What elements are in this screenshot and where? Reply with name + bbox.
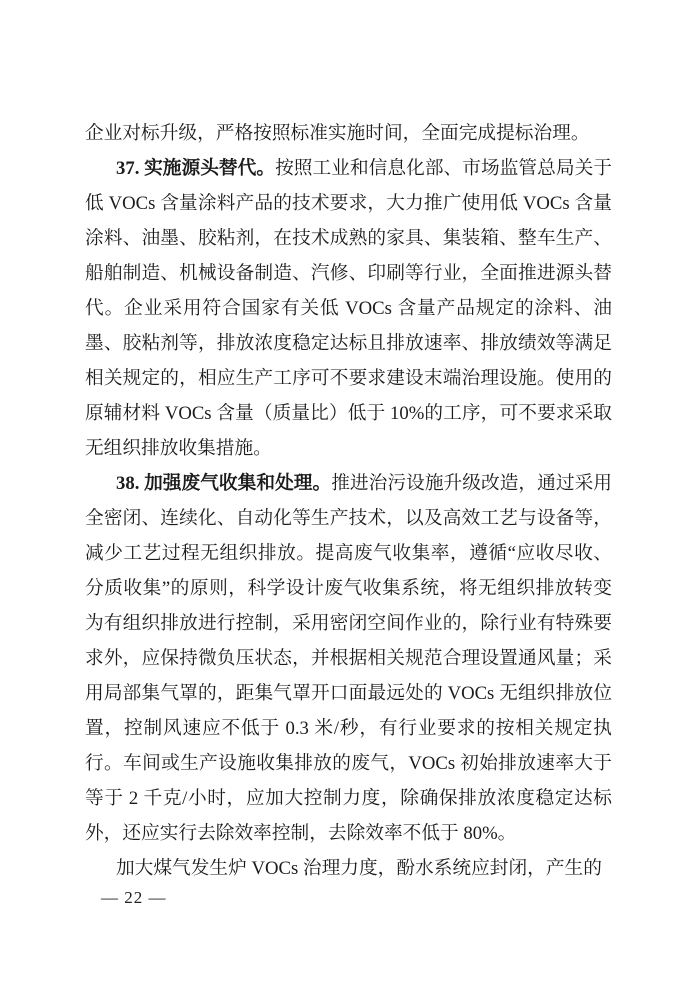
paragraph-item-37 xyxy=(85,151,612,466)
paragraph-text: 加大煤气发生炉 VOCs 治理力度，酚水系统应封闭，产生的 xyxy=(116,858,602,879)
paragraph-text: 按照工业和信息化部、市场监管总局关于低 VOCs 含量涂料产品的技术要求，大力推广使用低 VOCs 含量涂料、油墨、胶粘剂，在技术成熟的家具、集装箱、整车生产、船舶制造、机械设备制造、汽修、印刷等行业，全面推进源头替代。企业采用符合国家有关低 VOCs 含量产品规定的涂料、油墨、胶粘剂等，排放浓度稳定达标且排放速率、排放绩效等满足相关规定的，相应生产工序可不要求建设末端治理设施。使用的原辅材料 VOCs 含量（质量比）低于 10%的工序，可不要求采取无组织排放收集措施。 xyxy=(85,158,612,459)
paragraph-continuation xyxy=(85,116,612,151)
page-number: — 22 — xyxy=(101,888,167,907)
section-37-heading: 37. 实施源头替代。 xyxy=(116,158,276,179)
paragraph-text: 推进治污设施升级改造，通过采用全密闭、连续化、自动化等生产技术，以及高效工艺与设备等，减少工艺过程无组织排放。提高废气收集率，遵循“应收尽收、分质收集”的原则，科学设计废气收集系统，将无组织排放转变为有组织排放进行控制，采用密闭空间作业的，除行业有特殊要求外，应保持微负压状态，并根据相关规范合理设置通风量；采用局部集气罩的，距集气罩开口面最远处的 VOCs 无组织排放位置，控制风速应不低于 0.3 米/秒，有行业要求的按相关规定执行。车间或生产设施收集排放的废气，VOCs 初始排放速率大于等于 2 千克/小时，应加大控制力度，除确保排放浓度稳定达标外，还应实行去除效率控制，去除效率不低于 80%。 xyxy=(85,473,612,844)
paragraph-item-38 xyxy=(85,466,612,851)
section-38-heading: 38. 加强废气收集和处理。 xyxy=(116,473,332,494)
document-body xyxy=(85,116,612,886)
paragraph-coal-gas xyxy=(85,851,612,886)
paragraph-text: 企业对标升级，严格按照标准实施时间，全面完成提标治理。 xyxy=(85,123,590,144)
